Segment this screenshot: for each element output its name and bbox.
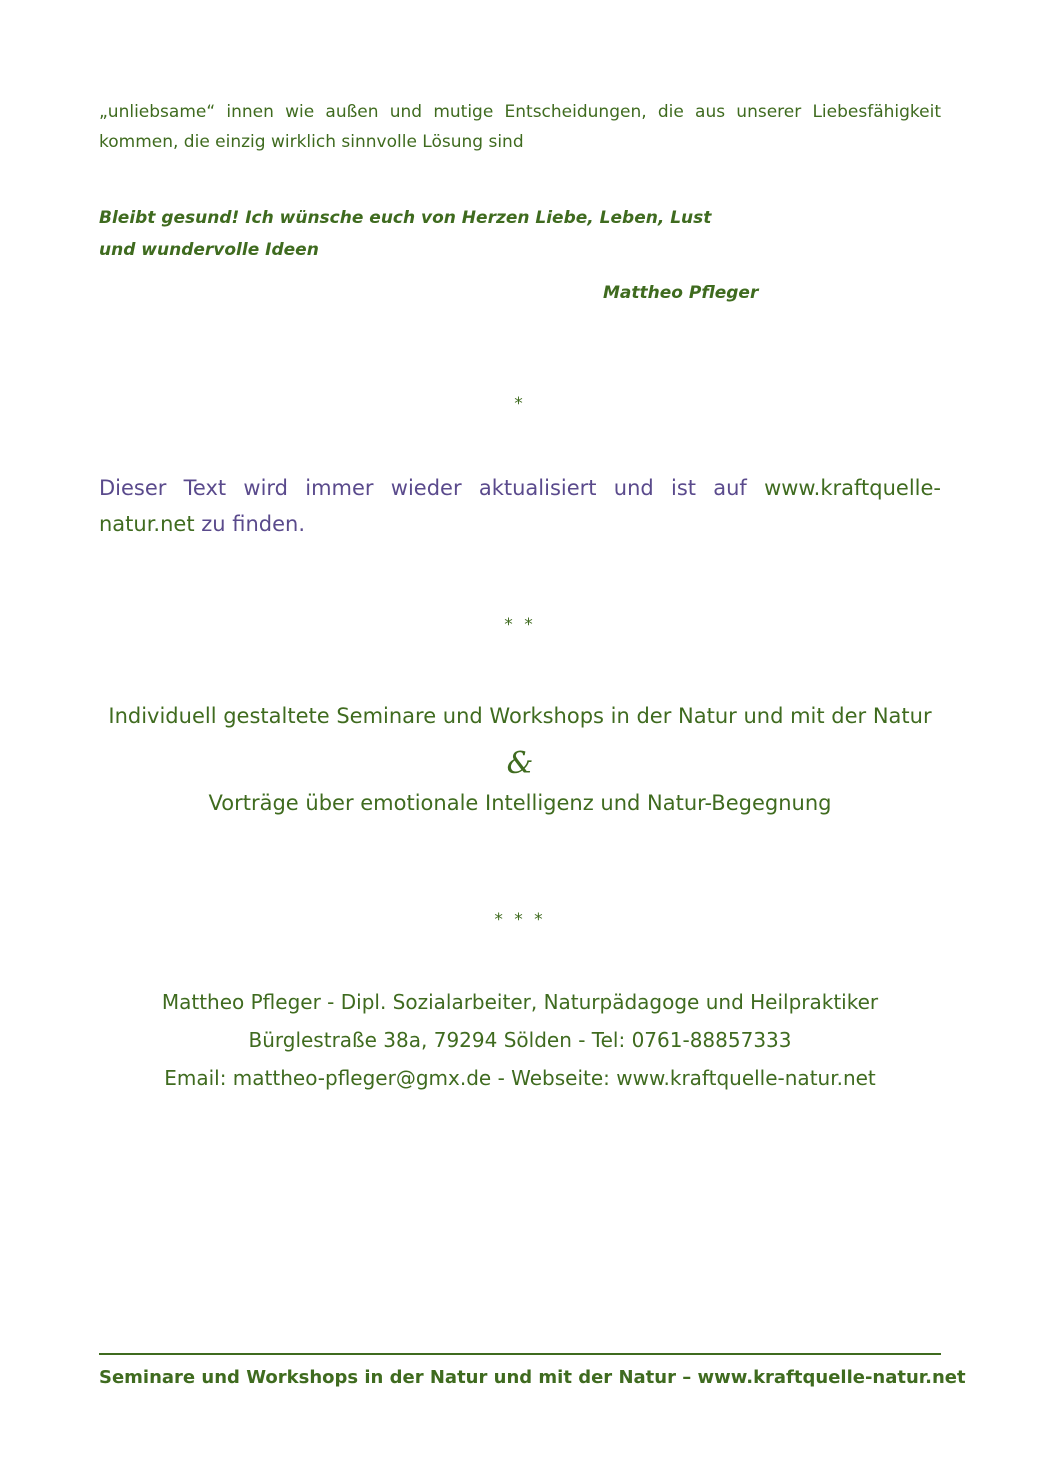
website-link[interactable]: www.kraftquelle-natur.net (99, 476, 941, 536)
offer-line-1: Individuell gestaltete Seminare und Workshops in der Natur und mit der Natur (108, 704, 932, 728)
update-note (99, 470, 941, 542)
separator-one: * (514, 394, 526, 414)
contact-line-2: Bürglestraße 38a, 79294 Sölden - Tel: 0761-88857333 (248, 1028, 792, 1052)
update-note-text-after: zu finden. (194, 512, 306, 536)
intro-paragraph: „unliebsame“ innen wie außen und mutige Entscheidungen, die aus unserer Liebesfähigkeit kommen, die einzig wirklich sinnvolle Lösung sind (99, 102, 941, 152)
update-note-text-before: Dieser Text wird immer wieder aktualisiert und ist auf (99, 476, 765, 500)
footer-divider (99, 1353, 941, 1355)
signature: Mattheo Pfleger (603, 283, 759, 303)
footer-text: Seminare und Workshops in der Natur und mit der Natur – www.kraftquelle-natur.net (99, 1367, 966, 1388)
contact-line-3: Email: mattheo-pfleger@gmx.de - Webseite: www.kraftquelle-natur.net (164, 1066, 876, 1090)
offer-line-2: Vorträge über emotionale Intelligenz und Natur-Begegnung (208, 791, 832, 815)
separator-two: * * (504, 615, 536, 635)
closing-wish: Bleibt gesund! Ich wünsche euch von Herzen Liebe, Leben, Lust und wundervolle Ideen (99, 208, 712, 260)
separator-three: * * * (494, 910, 546, 930)
ampersand: & (506, 746, 534, 781)
contact-line-1: Mattheo Pfleger - Dipl. Sozialarbeiter, Naturpädagoge und Heilpraktiker (161, 990, 879, 1014)
